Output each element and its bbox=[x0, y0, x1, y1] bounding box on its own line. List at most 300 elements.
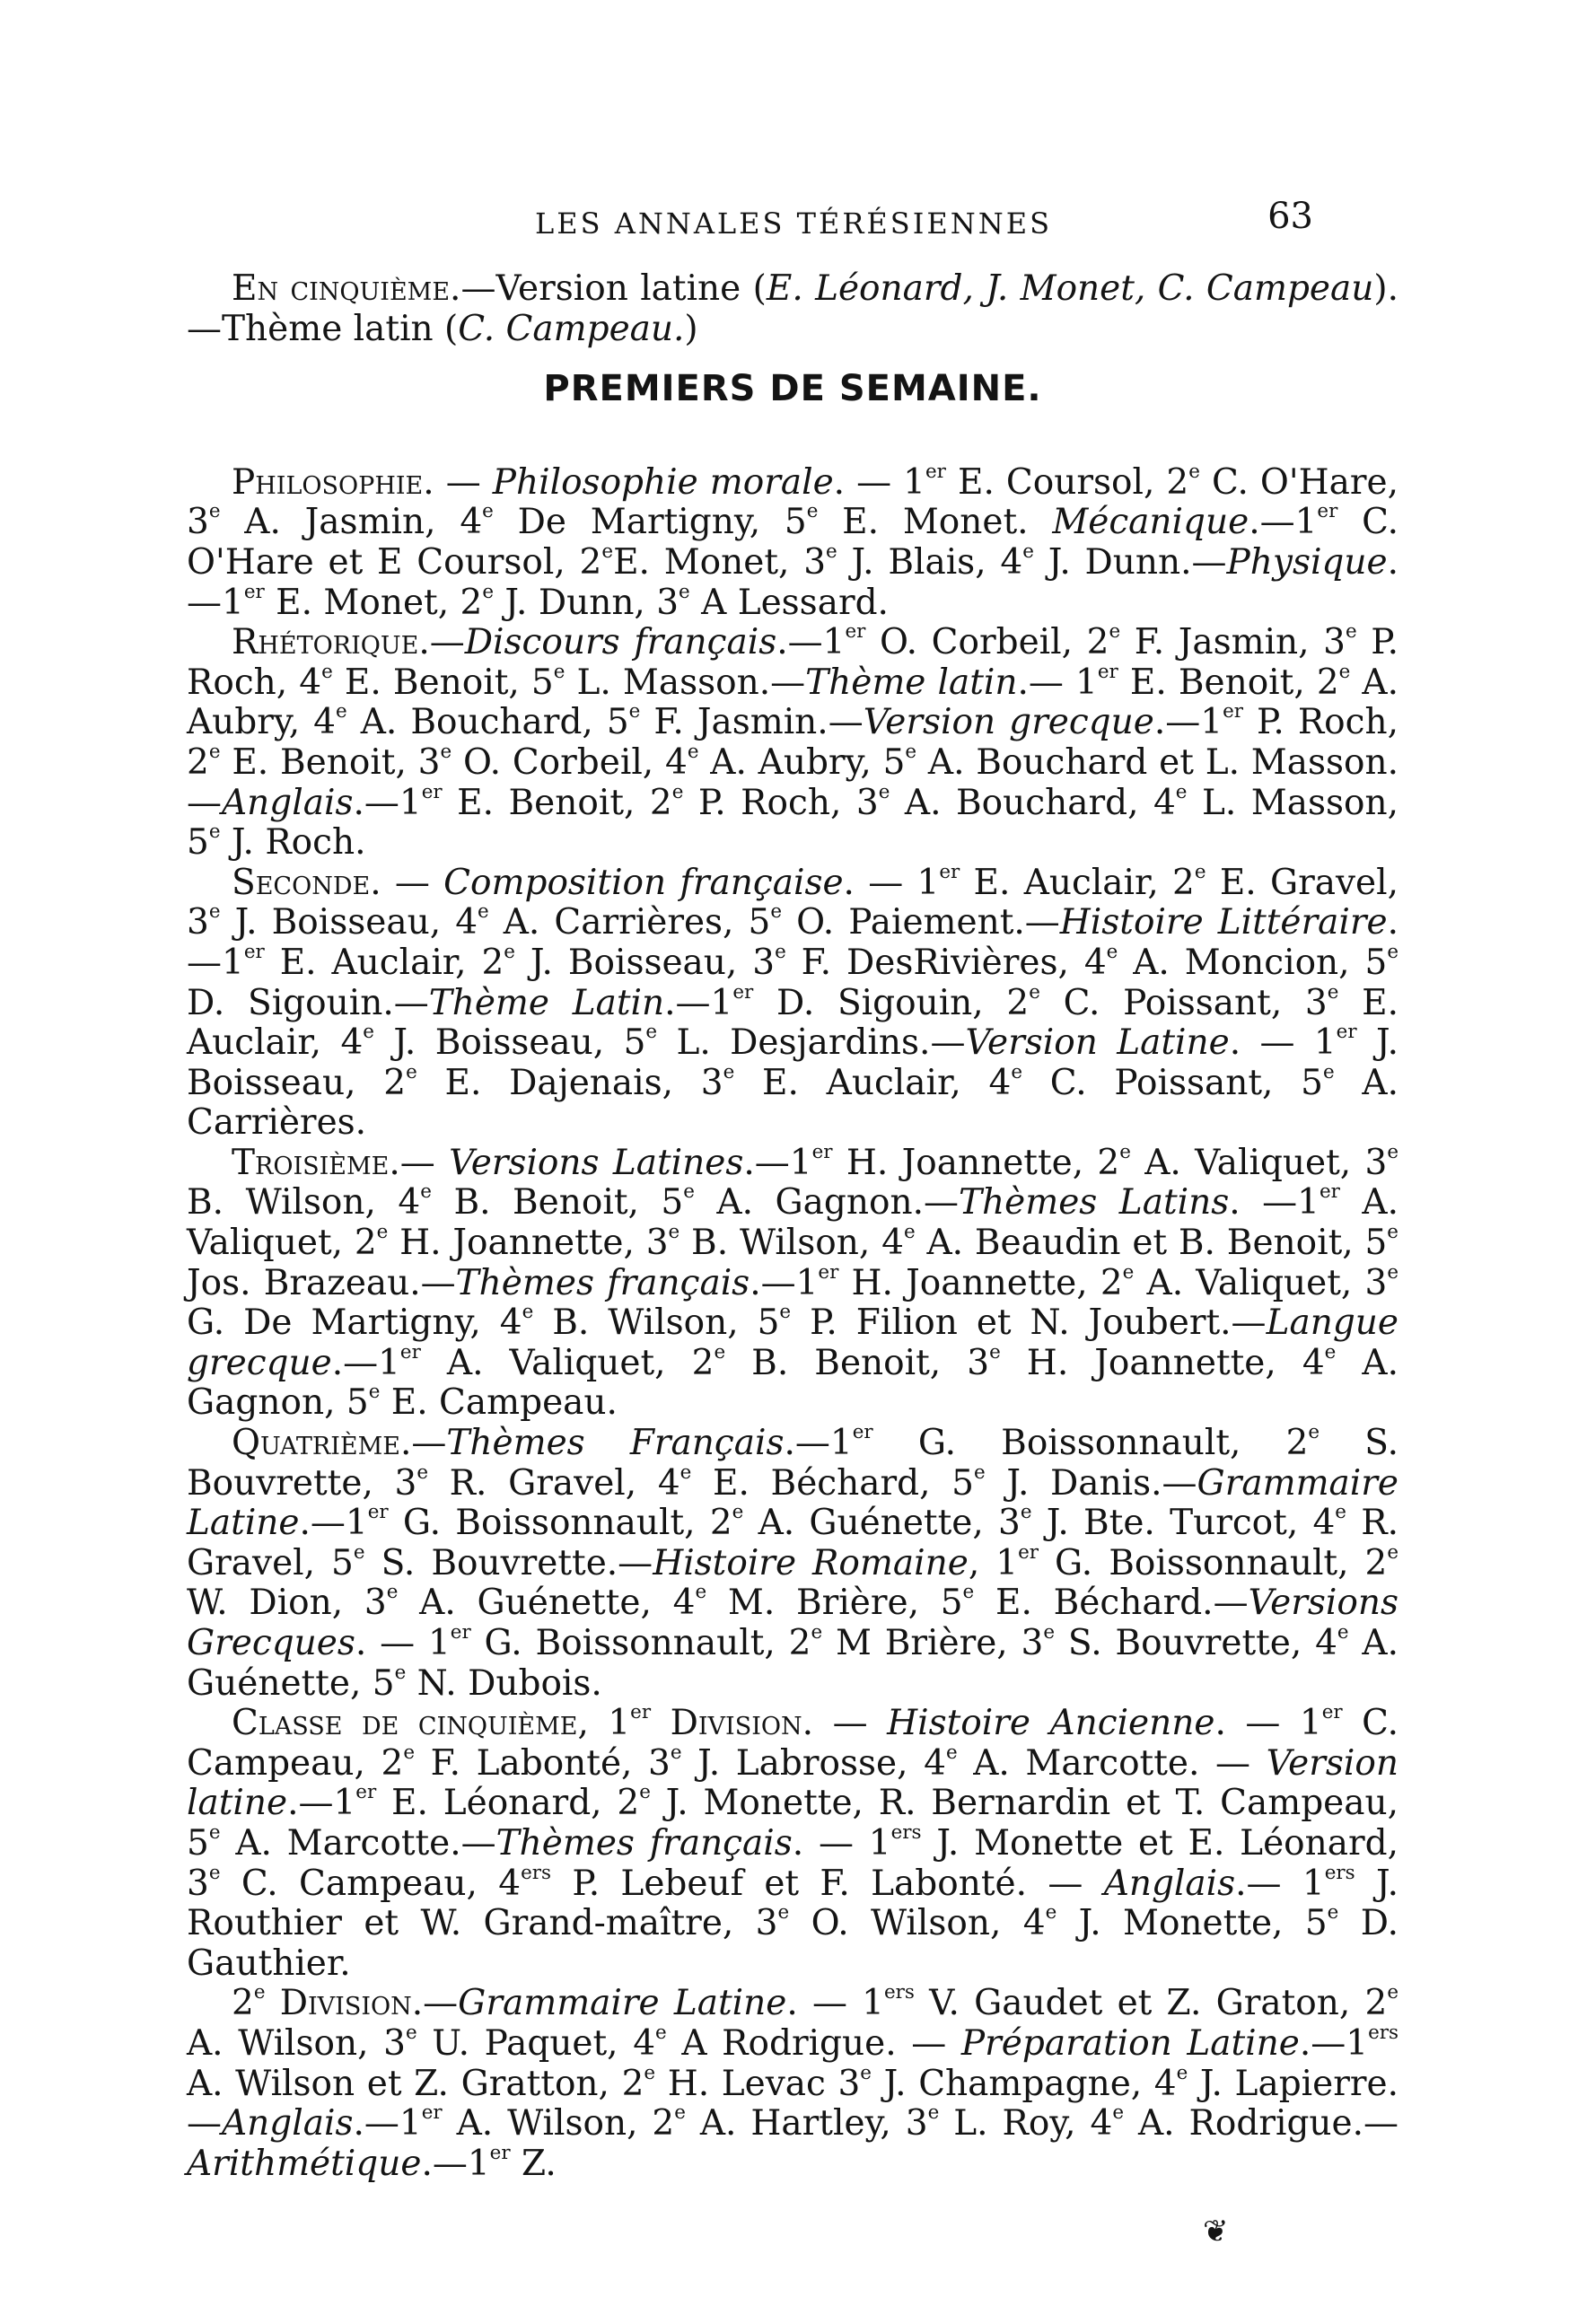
text-run: .—1 bbox=[421, 2143, 490, 2184]
text-run: S. Bouvrette, 3 bbox=[187, 1423, 1398, 1504]
text-run: H. Joannette, 3 bbox=[388, 1223, 669, 1264]
ordinal-suffix: e bbox=[1188, 460, 1200, 483]
ordinal-suffix: e bbox=[208, 820, 221, 843]
ordinal-suffix: er bbox=[489, 2141, 511, 2164]
text-run: F. Jasmin, 3 bbox=[1120, 622, 1346, 663]
text-run: .—1 bbox=[331, 1342, 400, 1383]
ordinal-suffix: e bbox=[522, 1301, 534, 1324]
ordinal-suffix: ers bbox=[1324, 1861, 1355, 1884]
text-run: . — 1 bbox=[1214, 1703, 1322, 1744]
text-run: E. Béchard, 5 bbox=[691, 1462, 974, 1504]
text-run: .—1 bbox=[750, 1262, 819, 1303]
ordinal-suffix: e bbox=[1337, 1620, 1349, 1644]
text-run: B. Wilson, 4 bbox=[187, 1182, 421, 1223]
subject-title: Version Latine bbox=[965, 1022, 1230, 1064]
ordinal-suffix: er bbox=[1317, 500, 1338, 523]
text-run: .— 1 bbox=[1235, 1863, 1325, 1904]
text-run: D. Sigouin.— bbox=[187, 982, 429, 1023]
text-run: E. Léonard, 2 bbox=[376, 1783, 640, 1824]
ordinal-suffix: er bbox=[450, 1620, 471, 1644]
text-run: J. Monette, 5 bbox=[1057, 1903, 1328, 1944]
text-run: H. Joannette, 2 bbox=[838, 1262, 1123, 1303]
ordinal-suffix: e bbox=[1327, 980, 1339, 1004]
ordinal-suffix: e bbox=[811, 1620, 823, 1644]
ordinal-suffix: e bbox=[806, 500, 819, 523]
text-run: A. Guénette, 5 bbox=[187, 1623, 1398, 1704]
text-run: .—1 bbox=[1153, 702, 1223, 743]
subject-title: Thèmes Français bbox=[446, 1423, 785, 1464]
text-run: B. Benoit, 5 bbox=[431, 1182, 684, 1223]
text-run: R. Gravel, 5 bbox=[187, 1503, 1398, 1583]
subject-title: Grammaire Latine bbox=[458, 1983, 787, 2024]
text-run: E. Auclair, 2 bbox=[264, 942, 504, 983]
ordinal-suffix: e bbox=[714, 1340, 726, 1364]
ordinal-suffix: e bbox=[1323, 1060, 1335, 1083]
text-run: A. Marcotte. — bbox=[957, 1742, 1267, 1784]
ordinal-suffix: er bbox=[243, 940, 265, 963]
text-run: — bbox=[399, 1142, 450, 1183]
text-run: J. Boisseau, 2 bbox=[187, 1022, 1398, 1103]
text-run: .— bbox=[411, 1983, 459, 2024]
ordinal-suffix: e bbox=[826, 539, 837, 563]
text-run: G. Boissonnault, 2 bbox=[470, 1623, 811, 1663]
subject-title: Thème Latin bbox=[428, 982, 665, 1023]
text-run: A. Valiquet, 3 bbox=[1130, 1142, 1388, 1183]
text-run: — bbox=[434, 461, 493, 503]
subject-title: Arithmétique bbox=[187, 2143, 422, 2184]
text-run: C. Campeau, 2 bbox=[187, 1703, 1399, 1784]
ordinal-suffix: e bbox=[363, 1020, 374, 1043]
ordinal-suffix: e bbox=[680, 1460, 692, 1484]
ordinal-suffix: e bbox=[777, 1900, 790, 1924]
ordinal-suffix: e bbox=[376, 1220, 389, 1243]
text-run: O. Corbeil, 2 bbox=[865, 622, 1109, 663]
subject-title: Thèmes Latins bbox=[959, 1182, 1230, 1223]
text-run: J. Labrosse, 4 bbox=[681, 1742, 946, 1784]
ordinal-suffix: ers bbox=[1368, 2021, 1398, 2044]
text-run: E. Benoit, 5 bbox=[332, 662, 554, 703]
body-text bbox=[187, 269, 1398, 2184]
subject-title: Discours français bbox=[464, 622, 777, 663]
ordinal-suffix: e bbox=[670, 1741, 682, 1764]
ordinal-suffix: e bbox=[1387, 1220, 1398, 1243]
ordinal-suffix: e bbox=[674, 2100, 686, 2124]
ordinal-suffix: e bbox=[723, 1060, 735, 1083]
ordinal-suffix: e bbox=[482, 580, 495, 603]
subject-title: Anglais bbox=[222, 2103, 354, 2144]
text-run: A. Valiquet, 2 bbox=[187, 1182, 1398, 1264]
subject-title: Thèmes français bbox=[495, 1822, 793, 1864]
text-run: P. Roch, 3 bbox=[683, 782, 879, 823]
text-run: J. Blais, 4 bbox=[837, 541, 1023, 583]
text-run: L. Roy, 4 bbox=[939, 2103, 1113, 2144]
text-run: C. O'Hare et E Coursol, 2 bbox=[187, 502, 1399, 583]
text-run: E. Monet. bbox=[818, 502, 1053, 543]
text-run: M. Brière, 5 bbox=[706, 1583, 963, 1624]
ordinal-suffix: er bbox=[925, 460, 946, 483]
ordinal-suffix: e bbox=[208, 740, 221, 763]
text-run: E. Dajenais, 3 bbox=[416, 1062, 723, 1103]
ordinal-suffix: e bbox=[973, 1460, 986, 1484]
text-run: . — 1 bbox=[1229, 1022, 1337, 1064]
class-heading: Troisième. bbox=[232, 1142, 400, 1183]
ordinal-suffix: e bbox=[962, 1581, 975, 1604]
ordinal-suffix: e bbox=[420, 1180, 432, 1204]
ordinal-suffix: ers bbox=[884, 1981, 915, 2004]
ordinal-suffix: e bbox=[1335, 1501, 1346, 1523]
text-run: A Lessard. bbox=[689, 582, 889, 623]
text-run: A. Valiquet, 2 bbox=[420, 1342, 715, 1383]
text-run: E. Benoit, 2 bbox=[1118, 662, 1339, 703]
ordinal-suffix: e bbox=[1387, 1140, 1398, 1163]
text-run: . — 1 bbox=[786, 1983, 884, 2024]
text-run: S. Bouvrette.— bbox=[364, 1542, 653, 1583]
subject-title: Langue grecque bbox=[187, 1302, 1398, 1383]
text-run: J. Danis.— bbox=[985, 1462, 1197, 1504]
ordinal-suffix: e bbox=[208, 500, 221, 523]
ordinal-suffix: e bbox=[1387, 940, 1399, 963]
text-run: J. Dunn.— bbox=[1033, 541, 1227, 583]
text-run: J. Monette, R. Bernardin et T. Campeau, 5 bbox=[187, 1783, 1399, 1864]
text-run: E. Auclair, 4 bbox=[187, 982, 1398, 1064]
text-run: G. Boissonnault, 2 bbox=[1039, 1542, 1388, 1583]
text-run: A. Carrières, 5 bbox=[488, 902, 771, 943]
ordinal-suffix: er bbox=[630, 1700, 652, 1723]
text-run: . — 1 bbox=[792, 1822, 891, 1864]
ordinal-suffix: er bbox=[1319, 1180, 1340, 1204]
subject-title: Composition française bbox=[443, 862, 844, 903]
ordinal-suffix: e bbox=[406, 1060, 417, 1083]
text-run: F. DesRivières, 4 bbox=[785, 942, 1107, 983]
ordinal-suffix: er bbox=[939, 860, 960, 883]
paragraph-troisieme bbox=[187, 1140, 1398, 1424]
ordinal-suffix: e bbox=[1045, 1900, 1057, 1924]
ordinal-suffix: er bbox=[818, 1260, 839, 1284]
running-title: LES ANNALES TÉRÉSIENNES bbox=[535, 206, 1052, 241]
text-run: .—1 bbox=[353, 2103, 422, 2144]
ordinal-suffix: e bbox=[1122, 1260, 1135, 1284]
ordinal-suffix: e bbox=[770, 900, 783, 924]
text-run: J. Dunn, 3 bbox=[494, 582, 680, 623]
text-run: G. De Martigny, 4 bbox=[187, 1302, 522, 1344]
text-run: E. Monet, 3 bbox=[613, 541, 827, 583]
subject-title: Version latine bbox=[187, 1742, 1398, 1824]
text-run: ) bbox=[684, 308, 698, 349]
subject-title: Versions Grecques bbox=[187, 1583, 1398, 1663]
ordinal-suffix: e bbox=[403, 1741, 415, 1764]
text-run: —Version latine ( bbox=[460, 268, 767, 309]
subject-title: Thème latin bbox=[805, 662, 1018, 703]
ordinal-suffix: e bbox=[478, 900, 489, 924]
ordinal-suffix: e bbox=[601, 539, 614, 563]
ordinal-suffix: e bbox=[1020, 1501, 1032, 1523]
text-run: A. Bouchard et L. Masson.— bbox=[187, 741, 1398, 823]
text-run: E. Auclair, 4 bbox=[734, 1062, 1012, 1103]
names-run: E. Léonard, J. Monet, C. Campeau bbox=[766, 268, 1374, 309]
text-run: .—1 bbox=[784, 1423, 853, 1464]
text-run: A. Wilson, 3 bbox=[187, 2022, 406, 2064]
text-run: .—1 bbox=[187, 541, 1398, 623]
ordinal-suffix: er bbox=[1097, 660, 1118, 683]
text-run: . — bbox=[802, 1703, 888, 1744]
ordinal-suffix: er bbox=[367, 1501, 389, 1523]
names-run: C. Campeau. bbox=[458, 308, 685, 349]
subject-title: Anglais bbox=[222, 782, 354, 823]
text-run: .—1 bbox=[776, 622, 846, 663]
subject-title: Philosophie morale bbox=[492, 461, 834, 503]
text-run: A. Carrières. bbox=[187, 1062, 1398, 1144]
text-run: B. Wilson, 4 bbox=[680, 1223, 904, 1264]
text-run: R. Gravel, 4 bbox=[428, 1462, 680, 1504]
text-run: G. Boissonnault, 2 bbox=[388, 1503, 732, 1544]
ordinal-suffix: e bbox=[1043, 1620, 1056, 1644]
ordinal-suffix: e bbox=[905, 740, 917, 763]
text-run: C. O'Hare, 3 bbox=[187, 461, 1398, 543]
text-run: .— 1 bbox=[1017, 662, 1098, 703]
class-heading: Classe de cinquième, 1 bbox=[232, 1703, 631, 1744]
ordinal-suffix: e bbox=[639, 1781, 651, 1804]
text-run: P. Roch, 4 bbox=[187, 622, 1398, 703]
ordinal-suffix: e bbox=[927, 2100, 940, 2124]
subject-title: Versions Latines bbox=[449, 1142, 744, 1183]
text-run: E. Auclair, 2 bbox=[960, 862, 1195, 903]
text-run: . — 1 bbox=[355, 1623, 451, 1663]
text-run: . — 1 bbox=[833, 461, 925, 503]
text-run: P. Filion et N. Joubert.— bbox=[791, 1302, 1267, 1344]
text-run: A. Marcotte.— bbox=[220, 1822, 496, 1864]
text-run: 2 bbox=[232, 1983, 254, 2024]
text-run: F. Jasmin.— bbox=[640, 702, 864, 743]
ordinal-suffix: e bbox=[1327, 1900, 1339, 1924]
text-run: B. Wilson, 5 bbox=[533, 1302, 780, 1344]
text-run: J. Roch. bbox=[220, 822, 366, 864]
ordinal-suffix: e bbox=[208, 900, 221, 924]
ordinal-suffix: ers bbox=[890, 1820, 922, 1844]
text-run: A. Guénette, 4 bbox=[398, 1583, 696, 1624]
text-run: F. Labonté, 3 bbox=[415, 1742, 671, 1784]
text-run: E. Benoit, 3 bbox=[220, 741, 441, 783]
ordinal-suffix: er bbox=[243, 580, 265, 603]
ordinal-suffix: e bbox=[1387, 1260, 1398, 1284]
text-run: D. Sigouin, 2 bbox=[753, 982, 1030, 1023]
text-run: L. Desjardins.— bbox=[657, 1022, 966, 1064]
paragraph-classe-cinquieme bbox=[187, 1700, 1399, 1984]
text-run: J. Routhier et W. Grand-maître, 3 bbox=[187, 1863, 1398, 1944]
ordinal-suffix: er bbox=[1336, 1020, 1357, 1043]
paragraph-philosophie bbox=[187, 460, 1399, 623]
paragraph-rhetorique bbox=[187, 619, 1399, 864]
ordinal-suffix: er bbox=[355, 1781, 377, 1804]
ordinal-suffix: e bbox=[779, 1301, 792, 1324]
text-run: A. Wilson, 2 bbox=[442, 2103, 675, 2144]
text-run: .—1 bbox=[299, 1503, 368, 1544]
ordinal-suffix: e bbox=[655, 2021, 667, 2044]
text-run: A. Moncion, 5 bbox=[1118, 942, 1388, 983]
class-heading: Seconde. bbox=[232, 862, 381, 903]
page-number: 63 bbox=[1267, 196, 1313, 237]
ordinal-suffix: er bbox=[399, 1340, 421, 1364]
running-head bbox=[0, 196, 1587, 250]
text-run: A. Guénette, 3 bbox=[743, 1503, 1021, 1544]
ordinal-suffix: e bbox=[1345, 619, 1357, 643]
subject-title: Version grecque bbox=[863, 702, 1154, 743]
division-heading: Division bbox=[265, 1983, 412, 2024]
text-run: V. Gaudet et Z. Graton, 2 bbox=[914, 1983, 1388, 2024]
ordinal-suffix: e bbox=[1175, 780, 1188, 803]
ordinal-suffix: e bbox=[336, 700, 347, 724]
text-run: .—1 bbox=[743, 1142, 812, 1183]
text-run: E. Monet, 2 bbox=[264, 582, 483, 623]
ordinal-suffix: e bbox=[878, 780, 890, 803]
ordinal-suffix: e bbox=[1387, 1540, 1399, 1564]
ordinal-suffix: e bbox=[1011, 1060, 1023, 1083]
paragraph-quatrieme bbox=[187, 1420, 1399, 1704]
ordinal-suffix: e bbox=[687, 740, 699, 763]
text-run: C. Campeau, 4 bbox=[220, 1863, 522, 1904]
ordinal-suffix: er bbox=[421, 2100, 443, 2124]
division-heading: Division bbox=[651, 1703, 802, 1744]
subject-title: Anglais bbox=[1103, 1863, 1236, 1904]
ordinal-suffix: e bbox=[1119, 1140, 1131, 1163]
ordinal-suffix: e bbox=[208, 1820, 221, 1844]
ordinal-suffix: e bbox=[1109, 619, 1121, 643]
text-run: J. Champagne, 4 bbox=[871, 2063, 1177, 2104]
text-run: M Brière, 3 bbox=[822, 1623, 1044, 1663]
ordinal-suffix: e bbox=[644, 2061, 656, 2084]
text-run: J. Monette et E. Léonard, 3 bbox=[187, 1822, 1399, 1904]
ordinal-suffix: e bbox=[1022, 539, 1034, 563]
text-run: J. Boisseau, 3 bbox=[514, 942, 776, 983]
ordinal-suffix: er bbox=[421, 780, 443, 803]
text-run: .—1 bbox=[664, 982, 733, 1023]
text-run: P. Roch, 2 bbox=[187, 702, 1399, 783]
subject-title: Physique bbox=[1226, 541, 1388, 583]
ordinal-suffix: e bbox=[1106, 940, 1118, 963]
ordinal-suffix: er bbox=[845, 619, 866, 643]
ordinal-suffix: e bbox=[1308, 1420, 1320, 1443]
ordinal-suffix: er bbox=[732, 980, 754, 1004]
text-run: .—1 bbox=[287, 1783, 356, 1824]
ordinal-suffix: e bbox=[1194, 860, 1206, 883]
ordinal-suffix: e bbox=[440, 740, 452, 763]
text-run: O. Wilson, 4 bbox=[789, 1903, 1046, 1944]
ordinal-suffix: e bbox=[416, 1460, 429, 1484]
ordinal-suffix: e bbox=[775, 940, 786, 963]
text-run: A. Beaudin et B. Benoit, 5 bbox=[915, 1223, 1388, 1264]
text-run: L. Masson, 5 bbox=[187, 782, 1399, 864]
text-run: — bbox=[429, 622, 465, 663]
text-run: J. Boisseau, 4 bbox=[220, 902, 478, 943]
text-run: Jos. Brazeau.— bbox=[187, 1262, 456, 1303]
subject-title: Mécanique bbox=[1052, 502, 1249, 543]
ordinal-suffix: e bbox=[668, 1220, 680, 1243]
text-run: A. Rodrigue.— bbox=[1124, 2103, 1398, 2144]
ordinal-suffix: e bbox=[368, 1381, 381, 1404]
subject-title: Histoire Littéraire bbox=[1059, 902, 1388, 943]
text-run: Z. bbox=[510, 2143, 557, 2184]
text-run: .—1 bbox=[187, 902, 1399, 983]
ordinal-suffix: e bbox=[253, 1981, 266, 2004]
text-run: H. Joannette, 2 bbox=[832, 1142, 1120, 1183]
ordinal-suffix: e bbox=[628, 700, 641, 724]
ordinal-suffix: e bbox=[1324, 1340, 1337, 1364]
text-run: E. Coursol, 2 bbox=[945, 461, 1189, 503]
ordinal-suffix: e bbox=[482, 500, 494, 523]
ornament-icon: ❦ bbox=[1203, 2214, 1229, 2249]
text-run: A. Wilson et Z. Gratton, 2 bbox=[187, 2063, 644, 2104]
text-run: H. Levac 3 bbox=[655, 2063, 861, 2104]
text-run: G. Boissonnault, 2 bbox=[872, 1423, 1309, 1464]
text-run: W. Dion, 3 bbox=[187, 1583, 387, 1624]
ordinal-suffix: e bbox=[732, 1501, 744, 1523]
text-run: L. Masson.— bbox=[565, 662, 806, 703]
paragraph-deuxieme-division bbox=[187, 1981, 1398, 2184]
ordinal-suffix: e bbox=[321, 660, 333, 683]
text-run: A. Valiquet, 3 bbox=[1134, 1262, 1388, 1303]
section-title: PREMIERS DE SEMAINE. bbox=[543, 368, 1042, 410]
ordinal-suffix: e bbox=[386, 1581, 399, 1604]
ordinal-suffix: e bbox=[860, 2061, 872, 2084]
text-run: ).—Thème latin ( bbox=[187, 268, 1398, 349]
ordinal-suffix: e bbox=[989, 1340, 1001, 1364]
subject-title: Grammaire Latine bbox=[187, 1462, 1399, 1544]
subject-title: Histoire Ancienne bbox=[887, 1703, 1215, 1744]
ordinal-suffix: er bbox=[1018, 1540, 1039, 1564]
ordinal-suffix: e bbox=[683, 1180, 695, 1204]
text-run: A. Bouchard, 5 bbox=[346, 702, 629, 743]
text-run: J. Bte. Turcot, 4 bbox=[1031, 1503, 1336, 1544]
subject-title: Histoire Romaine bbox=[653, 1542, 969, 1583]
subject-title: Thèmes français bbox=[455, 1262, 750, 1303]
ordinal-suffix: er bbox=[811, 1140, 833, 1163]
class-heading: Philosophie. bbox=[232, 461, 434, 503]
text-run: .—1 bbox=[353, 782, 422, 823]
text-run: S. Bouvrette, 4 bbox=[1055, 1623, 1337, 1663]
text-run: E. Campeau. bbox=[380, 1382, 618, 1424]
ordinal-suffix: e bbox=[1387, 1981, 1398, 2004]
text-run: C. Poissant, 5 bbox=[1022, 1062, 1323, 1103]
text-run: A. Gagnon, 5 bbox=[187, 1342, 1398, 1424]
text-run: E. Benoit, 2 bbox=[442, 782, 672, 823]
ordinal-suffix: e bbox=[1029, 980, 1040, 1004]
ordinal-suffix: e bbox=[208, 1861, 221, 1884]
ordinal-suffix: er bbox=[852, 1420, 873, 1443]
text-run: C. Poissant, 3 bbox=[1039, 982, 1328, 1023]
text-run: E. Béchard.— bbox=[974, 1583, 1249, 1624]
text-run: U. Paquet, 4 bbox=[416, 2022, 656, 2064]
text-run: De Martigny, 5 bbox=[493, 502, 807, 543]
text-run: A. Hartley, 3 bbox=[685, 2103, 928, 2144]
text-run: E. Gravel, 3 bbox=[187, 862, 1399, 943]
text-run: .—1 bbox=[1249, 502, 1318, 543]
text-run: A Rodrigue. — bbox=[666, 2022, 961, 2064]
ordinal-suffix: e bbox=[671, 780, 684, 803]
text-run: J. Boisseau, 5 bbox=[373, 1022, 646, 1064]
text-run: . —1 bbox=[1229, 1182, 1320, 1223]
text-run: J. Lapierre.— bbox=[187, 2063, 1398, 2144]
subject-title: Préparation Latine bbox=[960, 2022, 1300, 2064]
ordinal-suffix: er bbox=[1223, 700, 1243, 724]
ordinal-suffix: ers bbox=[521, 1861, 552, 1884]
text-run: O. Corbeil, 4 bbox=[452, 741, 688, 783]
ordinal-suffix: e bbox=[679, 580, 690, 603]
text-run: D. Gauthier. bbox=[187, 1903, 1398, 1984]
ordinal-suffix: er bbox=[1321, 1700, 1343, 1723]
text-run: N. Dubois. bbox=[406, 1662, 602, 1704]
ordinal-suffix: e bbox=[903, 1220, 916, 1243]
text-run: A. Aubry, 5 bbox=[698, 741, 906, 783]
text-run: A. Gagnon.— bbox=[694, 1182, 959, 1223]
